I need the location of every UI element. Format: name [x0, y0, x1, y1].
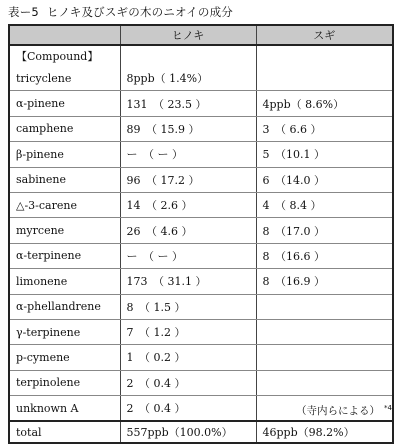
section-label: 【Compound】	[9, 45, 120, 66]
sugi-value: 6 （14.0 ）	[256, 167, 393, 192]
table-row	[9, 269, 393, 294]
compound-name: p-cymene	[9, 345, 120, 370]
sugi-value: 8 （16.9 ）	[256, 269, 393, 294]
total-label: total	[9, 421, 120, 443]
table-row	[9, 294, 393, 319]
table-caption: ヒノキ及びスギの木のニオイの成分	[46, 5, 233, 19]
hinoki-value: ー （ ー ）	[120, 142, 256, 167]
sugi-value	[256, 319, 393, 344]
hinoki-value: 2 （ 0.4 ）	[120, 370, 256, 395]
sugi-value: 5 （10.1 ）	[256, 142, 393, 167]
table-row	[9, 142, 393, 167]
odor-components-table	[8, 24, 394, 444]
compound-name: β-pinene	[9, 142, 120, 167]
table-title	[8, 4, 233, 20]
header-hinoki: ヒノキ	[120, 25, 256, 45]
hinoki-value: 7 （ 1.2 ）	[120, 319, 256, 344]
hinoki-value: 89 （ 15.9 ）	[120, 116, 256, 141]
section-spacer	[120, 45, 256, 66]
header-compound	[9, 25, 120, 45]
sugi-value	[256, 370, 393, 395]
header-row	[9, 25, 393, 45]
hinoki-value: 173 （ 31.1 ）	[120, 269, 256, 294]
hinoki-value: 8 （ 1.5 ）	[120, 294, 256, 319]
table-row	[9, 243, 393, 268]
compound-name: camphene	[9, 116, 120, 141]
hinoki-value: ー （ ー ）	[120, 243, 256, 268]
hinoki-value: 26 （ 4.6 ）	[120, 218, 256, 243]
table-row	[9, 370, 393, 395]
header-sugi: スギ	[256, 25, 393, 45]
sugi-value	[256, 294, 393, 319]
compound-name: α-terpinene	[9, 243, 120, 268]
sugi-value: 3 （ 6.6 ）	[256, 116, 393, 141]
section-row	[9, 45, 393, 66]
compound-name: sabinene	[9, 167, 120, 192]
compound-name: terpinolene	[9, 370, 120, 395]
sugi-value: 4 （ 8.4 ）	[256, 192, 393, 217]
compound-name: tricyclene	[9, 66, 120, 91]
compound-name: myrcene	[9, 218, 120, 243]
hinoki-value: 1 （ 0.2 ）	[120, 345, 256, 370]
table-row	[9, 192, 393, 217]
hinoki-value: 8ppb（ 1.4%）	[120, 66, 256, 91]
hinoki-value: 131 （ 23.5 ）	[120, 91, 256, 116]
footnote-text: （寺内らによる）	[296, 405, 381, 417]
sugi-value: 4ppb（ 8.6%）	[256, 91, 393, 116]
table-row	[9, 345, 393, 370]
compound-name: α-pinene	[9, 91, 120, 116]
hinoki-value: 2 （ 0.4 ）	[120, 396, 256, 422]
sugi-value	[256, 66, 393, 91]
table-number: 表ー5	[8, 5, 39, 19]
compound-name: limonene	[9, 269, 120, 294]
section-spacer	[256, 45, 393, 66]
total-hinoki: 557ppb（100.0%）	[120, 421, 256, 443]
sugi-value: 8 （17.0 ）	[256, 218, 393, 243]
compound-name: α-phellandrene	[9, 294, 120, 319]
sugi-value: 8 （16.6 ）	[256, 243, 393, 268]
compound-name: unknown A	[9, 396, 120, 422]
table-row	[9, 116, 393, 141]
table-row	[9, 167, 393, 192]
compound-name: γ-terpinene	[9, 319, 120, 344]
total-sugi: 46ppb（98.2%）	[256, 421, 393, 443]
hinoki-value: 96 （ 17.2 ）	[120, 167, 256, 192]
table-row	[9, 218, 393, 243]
source-footnote	[296, 403, 392, 418]
total-row	[9, 421, 393, 443]
table-row	[9, 91, 393, 116]
footnote-marker: *4	[384, 403, 392, 412]
compound-name: △-3-carene	[9, 192, 120, 217]
hinoki-value: 14 （ 2.6 ）	[120, 192, 256, 217]
table-row	[9, 66, 393, 91]
sugi-value	[256, 345, 393, 370]
table-row	[9, 319, 393, 344]
